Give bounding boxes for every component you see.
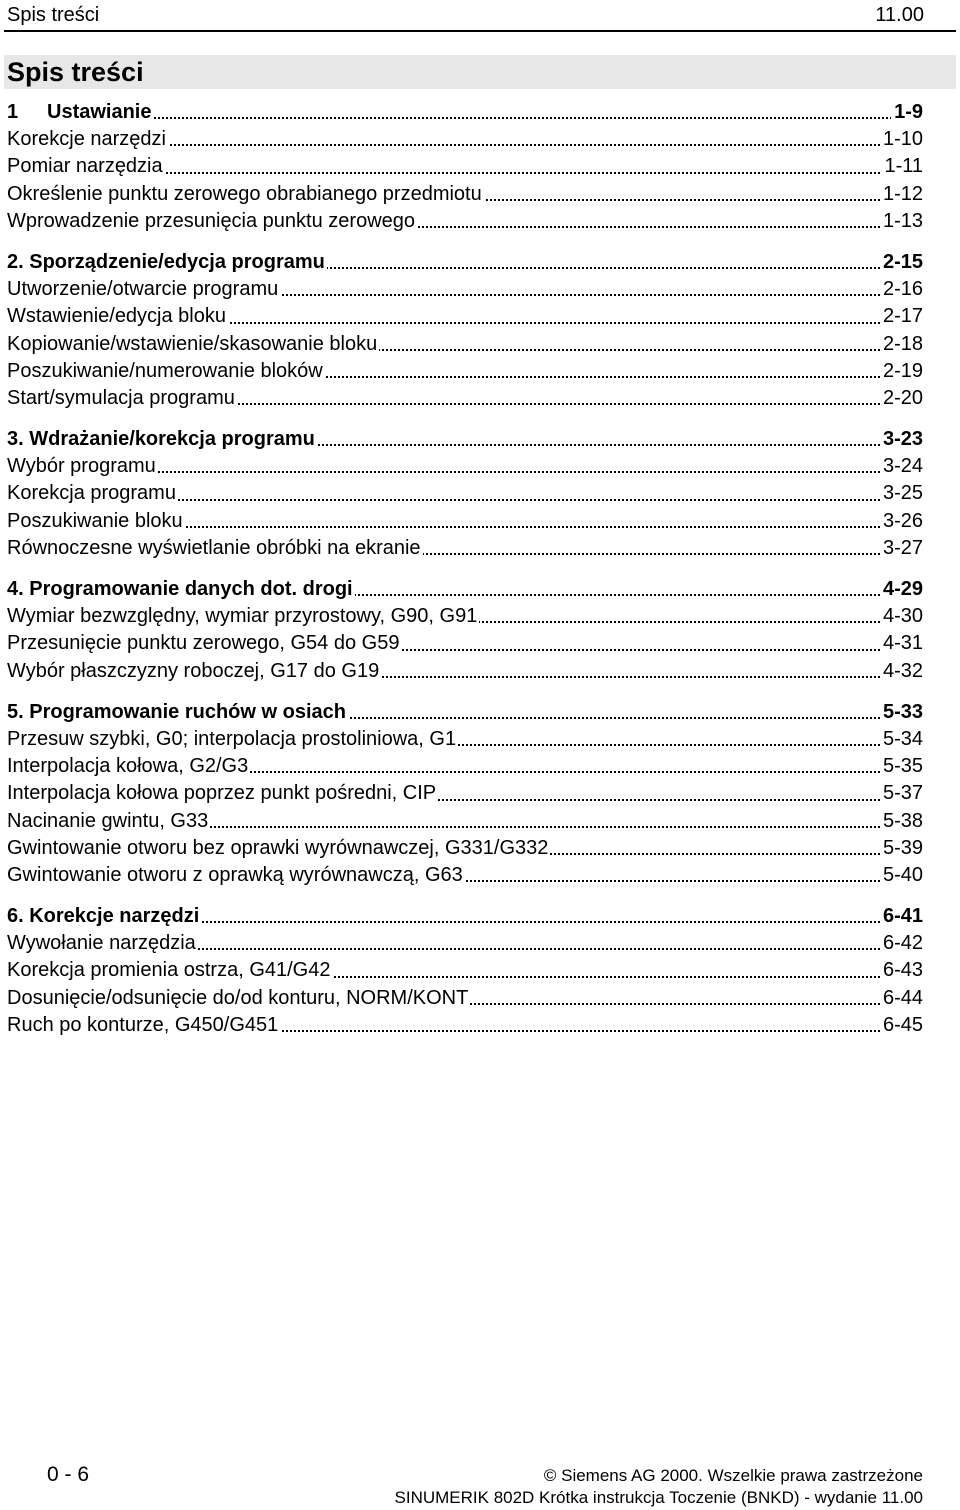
toc-entry-title (7, 183, 484, 205)
toc-entry-text: Korekcja promienia ostrza, G41/G42 (7, 959, 331, 982)
toc-entry-text: Ustawianie (47, 101, 152, 123)
toc-entry-title (7, 959, 333, 981)
toc-entry-title (7, 660, 381, 682)
toc-entry-page: 2-19 (880, 358, 923, 385)
toc-entry[interactable] (7, 126, 923, 153)
toc-entry-title (7, 578, 355, 600)
toc-entry-page: 6-41 (880, 903, 923, 930)
toc-entry[interactable] (7, 603, 923, 630)
toc-entry-text: Korekcje narzędzi (7, 128, 166, 151)
toc-entry-page: 5-35 (880, 753, 923, 780)
toc-entry-page: 2-18 (880, 331, 923, 358)
footer-document-title: SINUMERIK 802D Krótka instrukcja Toczenie (BNKD) - wydanie 11.00 (394, 1488, 923, 1507)
toc-entry-text: Interpolacja kołowa poprzez punkt pośredni, CIP (7, 782, 437, 805)
toc-entry-page: 3-26 (880, 508, 923, 535)
toc-entry[interactable] (7, 808, 923, 835)
toc-entry[interactable] (7, 208, 923, 235)
toc-entry-title (7, 128, 168, 150)
toc-entry[interactable] (7, 303, 923, 330)
toc-entry-page: 6-44 (880, 985, 923, 1012)
toc-entry-text: Ruch po konturze, G450/G451 (7, 1013, 279, 1036)
toc-entry-title (7, 455, 158, 477)
footer-page-number: 0 - 6 (47, 1463, 90, 1486)
toc-entry-page: 6-45 (880, 1012, 923, 1039)
toc-entry[interactable] (7, 862, 923, 889)
toc-entry-text: Kopiowanie/wstawienie/skasowanie bloku (7, 332, 378, 355)
toc-entry[interactable] (7, 153, 923, 180)
toc-entry-title (7, 632, 401, 654)
toc-entry[interactable] (7, 276, 923, 303)
toc-entry[interactable] (7, 480, 923, 507)
page-title: Spis treści (7, 57, 144, 87)
toc-entry-page: 2-20 (880, 385, 923, 412)
toc-chapter-entry[interactable] (7, 576, 923, 603)
toc-entry-page: 6-42 (880, 930, 923, 957)
toc-chapter-entry[interactable] (7, 99, 923, 126)
toc-entry-text: Utworzenie/otwarcie programu (7, 278, 279, 301)
toc-entry-page: 4-32 (880, 658, 923, 685)
toc-entry-text: Gwintowanie otworu z oprawką wyrównawczą, G63 (7, 863, 463, 886)
toc-entry-title (7, 905, 201, 927)
header-edition: 11.00 (875, 4, 924, 26)
toc-entry[interactable] (7, 508, 923, 535)
toc-entry-page: 5-33 (880, 699, 923, 726)
toc-entry-page: 5-40 (880, 862, 923, 889)
toc-entry-text: Poszukiwanie bloku (7, 509, 183, 532)
toc-entry-page: 1-11 (881, 153, 923, 180)
toc-entry-title (7, 251, 327, 273)
toc-entry[interactable] (7, 753, 923, 780)
toc-entry-title (7, 728, 458, 750)
toc-entry[interactable] (7, 630, 923, 657)
toc-entry-page: 6-43 (880, 957, 923, 984)
toc-entry-title (7, 701, 348, 723)
toc-entry-text: 6. Korekcje narzędzi (7, 905, 200, 928)
toc-entry-page: 2-17 (880, 303, 923, 330)
toc-entry-page: 1-12 (880, 181, 923, 208)
toc-entry[interactable] (7, 985, 923, 1012)
toc-entry-text: Wymiar bezwzględny, wymiar przyrostowy, G90, G91 (7, 605, 478, 628)
toc-entry-text: Wybór płaszczyzny roboczej, G17 do G19 (7, 659, 380, 682)
toc-entry-title (7, 987, 470, 1009)
toc-entry-text: Start/symulacja programu (7, 386, 235, 409)
toc-entry[interactable] (7, 957, 923, 984)
toc-entry[interactable] (7, 835, 923, 862)
toc-entry-title (7, 101, 153, 123)
toc-entry-text: Wywołanie narzędzia (7, 932, 196, 955)
header-section-title: Spis treści (7, 4, 100, 26)
toc-entry-title (7, 810, 210, 832)
toc-entry-text: 3. Wdrażanie/korekcja programu (7, 428, 315, 451)
toc-entry-text: Wprowadzenie przesunięcia punktu zerowego (7, 209, 416, 232)
toc-entry-text: Pomiar narzędzia (7, 155, 163, 178)
toc-entry-title (7, 155, 165, 177)
toc-entry-title (7, 305, 228, 327)
toc-entry-page: 1-9 (891, 99, 923, 126)
toc-entry-page: 3-25 (880, 480, 923, 507)
toc-entry-title (7, 837, 550, 859)
toc-entry-page: 4-29 (880, 576, 923, 603)
footer-copyright: © Siemens AG 2000. Wszelkie prawa zastrzeżone (543, 1466, 923, 1485)
toc-entry-text: Równoczesne wyświetlanie obróbki na ekranie (7, 536, 421, 559)
toc-entry-page: 1-13 (880, 208, 923, 235)
toc-entry-text: 4. Programowanie danych dot. drogi (7, 578, 353, 600)
toc-entry-title (7, 605, 479, 627)
toc-entry-title (7, 1014, 280, 1036)
toc-entry[interactable] (7, 1012, 923, 1039)
toc-entry[interactable] (7, 385, 923, 412)
toc-entry-text: Przesuw szybki, G0; interpolacja prostoliniowa, G1 (7, 727, 457, 750)
toc-entry-text: Interpolacja kołowa, G2/G3 (7, 755, 249, 778)
toc-entry-text: Wstawienie/edycja bloku (7, 305, 226, 328)
toc-entry-page: 3-23 (880, 426, 923, 453)
toc-entry[interactable] (7, 780, 923, 807)
toc-entry-text: Dosunięcie/odsunięcie do/od konturu, NORM/KONT (7, 986, 469, 1009)
toc-entry[interactable] (7, 930, 923, 957)
toc-entry[interactable] (7, 726, 923, 753)
toc-entry-title (7, 864, 465, 886)
toc-chapter-entry[interactable] (7, 249, 923, 276)
header-rule (4, 30, 956, 32)
toc-entry-title (7, 932, 198, 954)
toc-entry-page: 5-34 (880, 726, 923, 753)
toc-entry-page: 1-10 (880, 126, 923, 153)
toc-entry-title (7, 482, 178, 504)
toc-entry[interactable] (7, 181, 923, 208)
toc-entry-page: 5-39 (880, 835, 923, 862)
toc-entry[interactable] (7, 331, 923, 358)
toc-entry-title (7, 782, 438, 804)
toc-entry-page: 2-16 (880, 276, 923, 303)
toc-entry-title (7, 333, 379, 355)
table-of-contents (7, 99, 923, 1039)
toc-entry-page: 5-38 (880, 808, 923, 835)
toc-entry-title (7, 278, 280, 300)
title-band (4, 55, 956, 89)
toc-entry-text: Nacinanie gwintu, G33 (7, 809, 209, 832)
toc-entry-title (7, 755, 250, 777)
toc-entry-page: 3-27 (880, 535, 923, 562)
toc-chapter-entry[interactable] (7, 699, 923, 726)
toc-entry-text: Wybór programu (7, 455, 156, 478)
toc-entry-text: Korekcja programu (7, 482, 176, 505)
toc-entry-page: 4-30 (880, 603, 923, 630)
toc-entry[interactable] (7, 453, 923, 480)
toc-entry-text: Gwintowanie otworu bez oprawki wyrównawczej, G331/G332 (7, 836, 549, 859)
toc-entry-page: 4-31 (880, 630, 923, 657)
toc-chapter-entry[interactable] (7, 426, 923, 453)
toc-entry-page: 3-24 (880, 453, 923, 480)
toc-entry-number: 1 (7, 101, 19, 123)
toc-entry-page: 5-37 (880, 780, 923, 807)
toc-entry-text: 2. Sporządzenie/edycja programu (7, 250, 325, 273)
toc-entry-text: Przesunięcie punktu zerowego, G54 do G59 (7, 632, 400, 655)
toc-entry[interactable] (7, 535, 923, 562)
toc-entry-text: 5. Programowanie ruchów w osiach (7, 700, 346, 723)
page-header (0, 0, 960, 28)
toc-entry-text: Poszukiwanie/numerowanie bloków (7, 359, 323, 382)
toc-entry-title (7, 428, 317, 450)
toc-entry-text: Określenie punktu zerowego obrabianego przedmiotu (7, 182, 482, 205)
toc-entry-title (7, 210, 417, 232)
toc-entry-title (7, 360, 325, 382)
toc-entry-title (7, 510, 185, 532)
toc-entry-page: 2-15 (880, 249, 923, 276)
toc-entry-title (7, 537, 423, 559)
toc-chapter-entry[interactable] (7, 903, 923, 930)
toc-entry[interactable] (7, 358, 923, 385)
toc-entry[interactable] (7, 658, 923, 685)
toc-entry-title (7, 387, 237, 409)
